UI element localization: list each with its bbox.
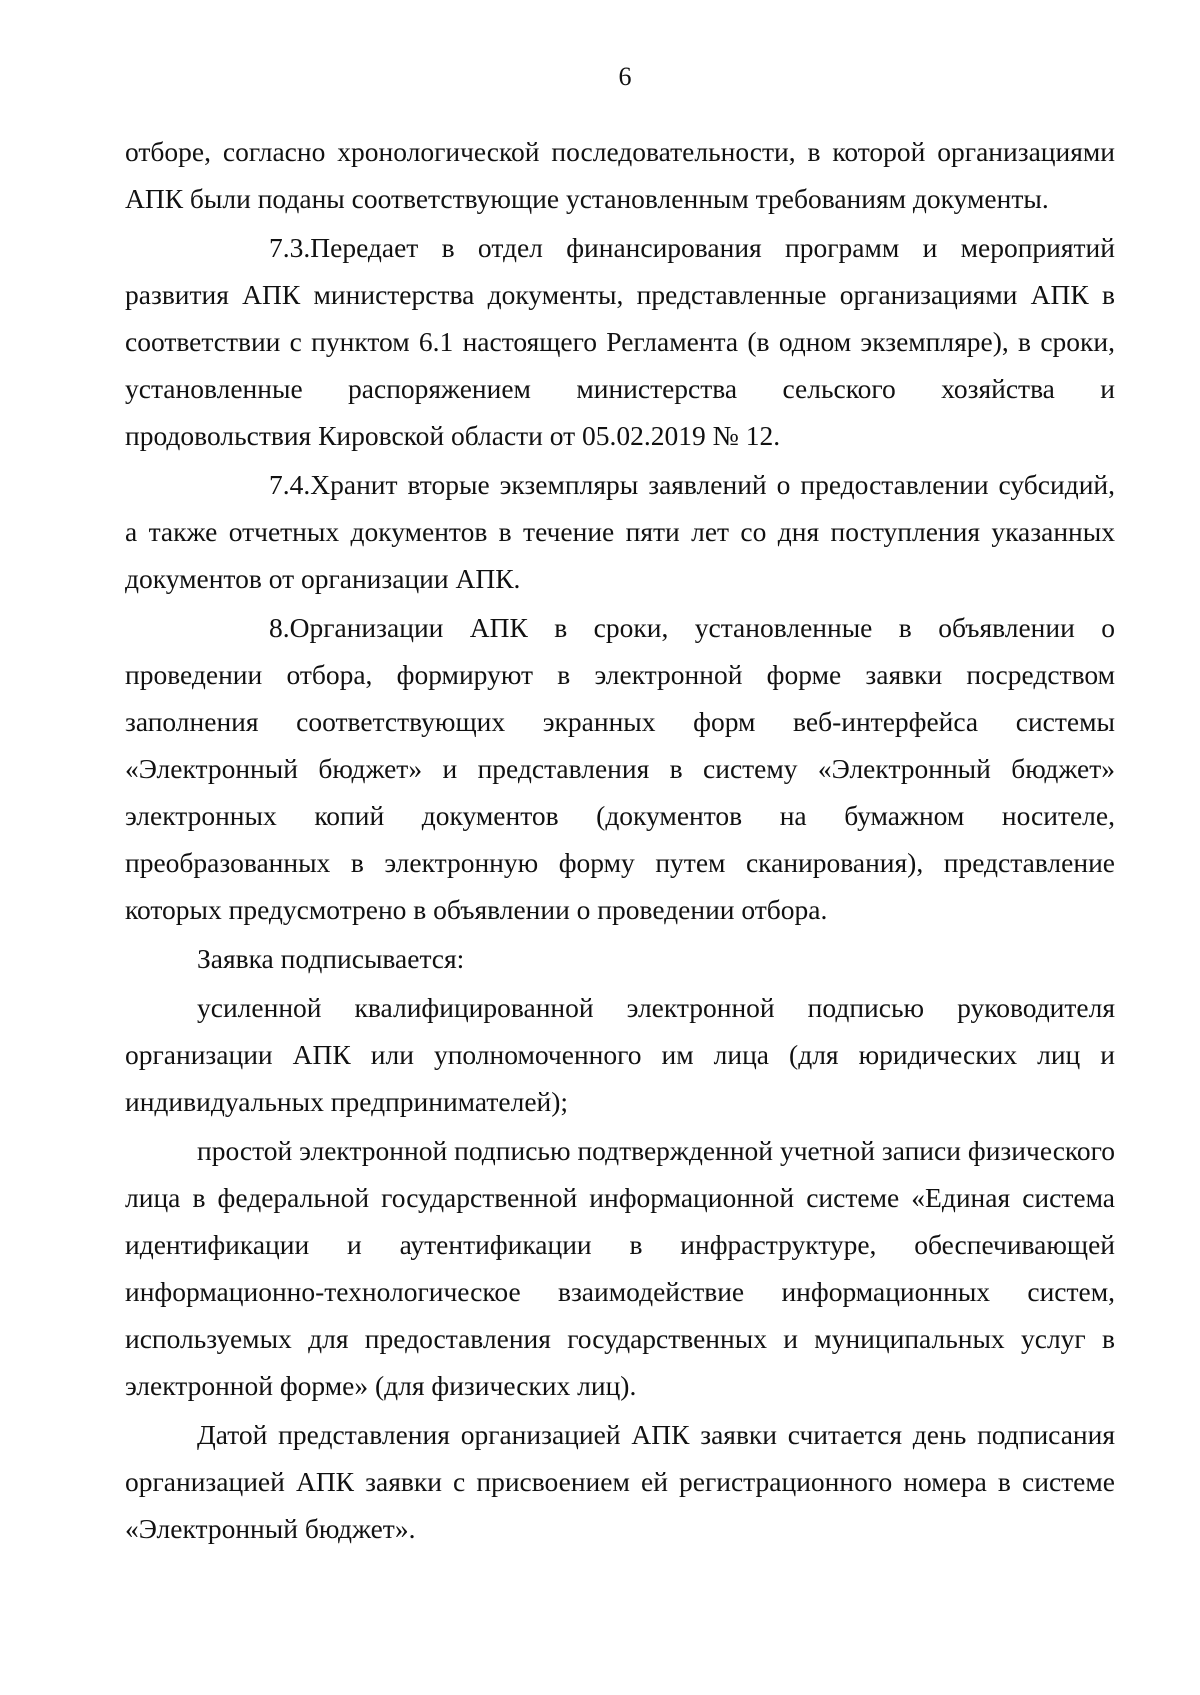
paragraph-7-4 xyxy=(125,461,1115,602)
paragraph-7-3 xyxy=(125,224,1115,459)
paragraph-continuation: отборе, согласно хронологической последовательности, в которой организациями АПК были поданы соответствующие установленным требованиям документы. xyxy=(125,136,1115,214)
paragraph-text: Организации АПК в сроки, установленные в объявлении о проведении отбора, формируют в электронной форме заявки посредством заполнения соответствующих экранных форм веб-интерфейса системы «Электронный бюджет» и представления в систему «Электронный бюджет» электронных копий документов (документов на бумажном носителе, преобразованных в электронную форму путем сканирования), представление которых предусмотрено в объявлении о проведении отбора. xyxy=(125,612,1115,925)
paragraph-8 xyxy=(125,604,1115,933)
paragraph-qualified-signature: усиленной квалифицированной электронной подписью руководителя организации АПК или уполномоченного им лица (для юридических лиц и индивидуальных предпринимателей); xyxy=(125,992,1115,1117)
paragraph-number: 7.3. xyxy=(269,232,311,263)
paragraph-submission-date: Датой представления организацией АПК заявки считается день подписания организацией АПК заявки с присвоением ей регистрационного номера в системе «Электронный бюджет». xyxy=(125,1419,1115,1544)
paragraph-signing-intro: Заявка подписывается: xyxy=(197,943,465,974)
paragraph-simple-signature: простой электронной подписью подтвержденной учетной записи физического лица в федеральной государственной информационной системе «Единая система идентификации и аутентификации в инфраструктуре, обеспечивающей информационно-технологическое взаимодействие информационных систем, используемых для предоставления государственных и муниципальных услуг в электронной форме» (для физических лиц). xyxy=(125,1135,1115,1401)
paragraph-number: 7.4. xyxy=(269,469,311,500)
paragraph-number: 8. xyxy=(269,612,290,643)
paragraph-text: Хранит вторые экземпляры заявлений о предоставлении субсидий, а также отчетных документов в течение пяти лет со дня поступления указанных документов от организации АПК. xyxy=(125,469,1115,594)
paragraph-text: Передает в отдел финансирования программ и мероприятий развития АПК министерства документы, представленные организациями АПК в соответствии с пунктом 6.1 настоящего Регламента (в одном экземпляре), в сроки, установленные распоряжением министерства сельского хозяйства и продовольствия Кировской области от 05.02.2019 № 12. xyxy=(125,232,1115,451)
page-number: 6 xyxy=(618,62,632,91)
document-body xyxy=(125,128,1115,1554)
